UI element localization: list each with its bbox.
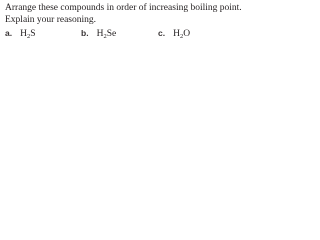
question-text-line-2: Explain your reasoning.	[5, 15, 97, 25]
choice-b-formula-subscript: 2	[103, 33, 107, 40]
choice-a-formula	[20, 29, 35, 39]
choice-c-letter: c.	[158, 28, 166, 38]
choice-b-formula-element: H	[96, 29, 104, 39]
choice-b-formula	[97, 29, 117, 39]
choice-b-formula-rest: Se	[106, 29, 117, 39]
textbook-question	[0, 0, 316, 48]
choice-a-formula-element: H	[20, 29, 27, 39]
choice-a-formula-rest: S	[30, 29, 36, 39]
choice-a	[5, 28, 36, 40]
choice-c-formula	[173, 29, 190, 39]
choice-c-formula-subscript: 2	[179, 33, 184, 40]
choice-c-formula-element: H	[173, 29, 180, 39]
choice-c	[158, 28, 190, 40]
choice-b	[81, 28, 116, 40]
answer-choices	[5, 28, 305, 40]
choice-a-formula-subscript: 2	[26, 33, 31, 40]
choice-c-formula-rest: O	[183, 29, 191, 39]
choice-a-letter: a.	[5, 28, 13, 38]
choice-b-letter: b.	[81, 28, 89, 38]
question-text-line-1: Arrange these compounds in order of increasing boiling point.	[5, 3, 242, 13]
